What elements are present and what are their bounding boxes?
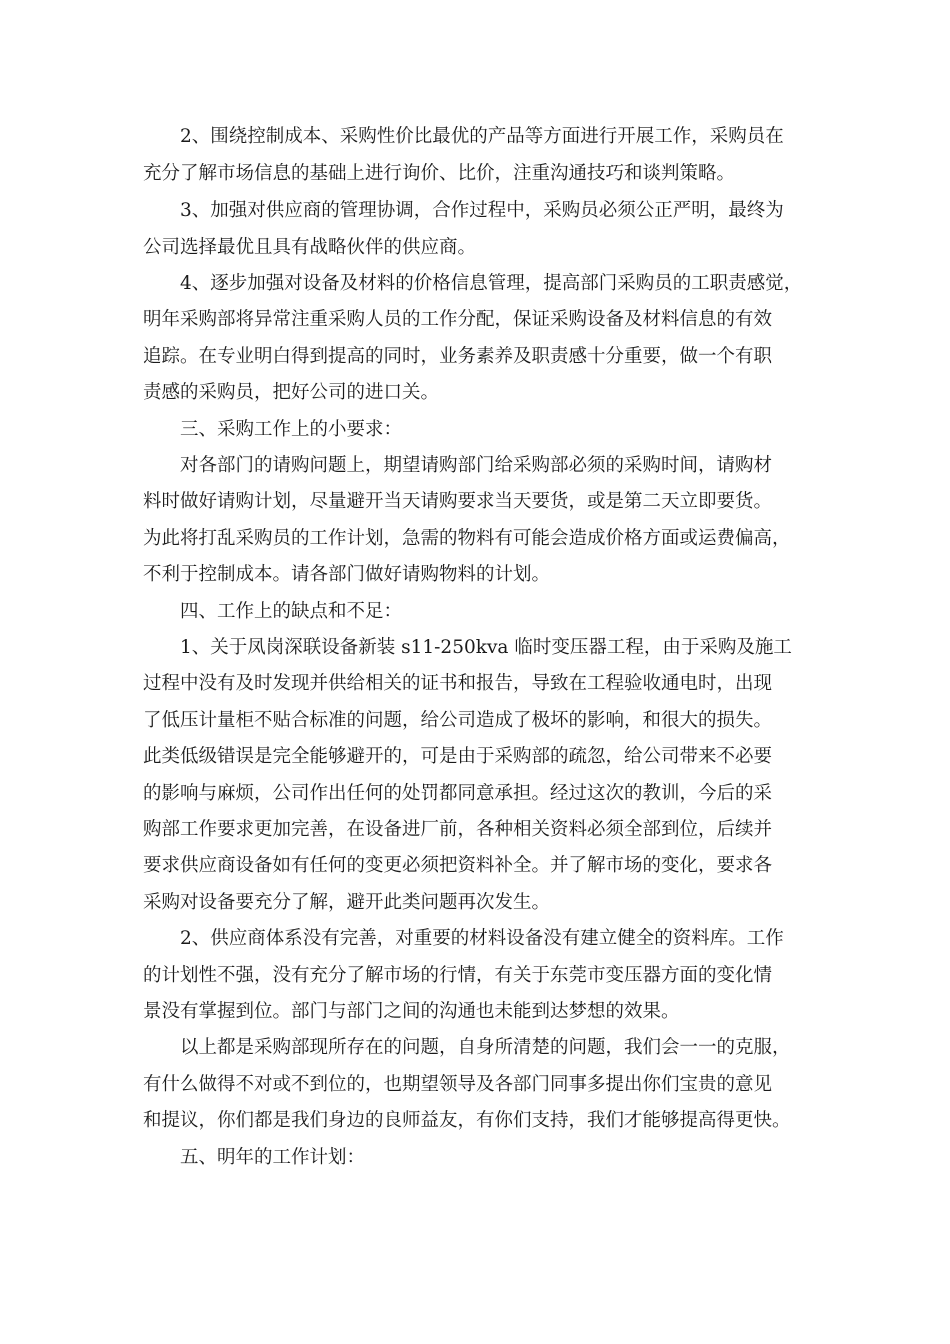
text-line: 明年采购部将异常注重采购人员的工作分配，保证采购设备及材料信息的有效 (143, 309, 773, 330)
text-line: 对各部门的请购问题上，期望请购部门给采购部必须的采购时间，请购材 (180, 455, 773, 476)
section-heading: 五、明年的工作计划： (180, 1147, 366, 1168)
text-line: 料时做好请购计划，尽量避开当天请购要求当天要货，或是第二天立即要货。 (143, 491, 773, 512)
text-line: 购部工作要求更加完善，在设备进厂前，各种相关资料必须全部到位，后续并 (143, 819, 773, 840)
text-line: 充分了解市场信息的基础上进行询价、比价，注重沟通技巧和谈判策略。 (143, 163, 736, 184)
text-line: 了低压计量柜不贴合标准的问题，给公司造成了极坏的影响，和很大的损失。 (143, 710, 773, 731)
text-line: 采购对设备要充分了解，避开此类问题再次发生。 (143, 892, 551, 913)
text-line: 3、加强对供应商的管理协调，合作过程中，采购员必须公正严明，最终为 (180, 200, 784, 221)
text-line: 有什么做得不对或不到位的，也期望领导及各部门同事多提出你们宝贵的意见 (143, 1074, 773, 1095)
text-line: 1、关于凤岗深联设备新装 s11-250kva 临时变压器工程，由于采购及施工 (180, 637, 792, 658)
text-line: 责感的采购员，把好公司的进口关。 (143, 382, 440, 403)
text-line: 不利于控制成本。请各部门做好请购物料的计划。 (143, 564, 551, 585)
section-heading: 四、工作上的缺点和不足： (180, 601, 403, 622)
text-line: 2、供应商体系没有完善，对重要的材料设备没有建立健全的资料库。工作 (180, 928, 784, 949)
text-line: 以上都是采购部现所存在的问题，自身所清楚的问题，我们会一一的克服， (180, 1037, 791, 1058)
text-line: 2、围绕控制成本、采购性价比最优的产品等方面进行开展工作，采购员在 (180, 126, 784, 147)
text-line: 景没有掌握到位。部门与部门之间的沟通也未能到达梦想的效果。 (143, 1001, 680, 1022)
text-line: 追踪。在专业明白得到提高的同时，业务素养及职责感十分重要，做一个有职 (143, 346, 773, 367)
text-line: 和提议，你们都是我们身边的良师益友，有你们支持，我们才能够提高得更快。 (143, 1110, 791, 1131)
text-line: 的影响与麻烦，公司作出任何的处罚都同意承担。经过这次的教训，今后的采 (143, 783, 773, 804)
section-heading: 三、采购工作上的小要求： (180, 419, 403, 440)
text-line: 公司选择最优且具有战略伙伴的供应商。 (143, 237, 477, 258)
text-line: 过程中没有及时发现并供给相关的证书和报告，导致在工程验收通电时，出现 (143, 673, 773, 694)
text-line: 的计划性不强，没有充分了解市场的行情，有关于东莞市变压器方面的变化情 (143, 965, 773, 986)
text-line: 此类低级错误是完全能够避开的，可是由于采购部的疏忽，给公司带来不必要 (143, 746, 773, 767)
text-line: 要求供应商设备如有任何的变更必须把资料补全。并了解市场的变化，要求各 (143, 855, 773, 876)
text-line: 4、逐步加强对设备及材料的价格信息管理，提高部门采购员的工职责感觉， (180, 273, 803, 294)
text-line: 为此将打乱采购员的工作计划，急需的物料有可能会造成价格方面或运费偏高， (143, 528, 791, 549)
